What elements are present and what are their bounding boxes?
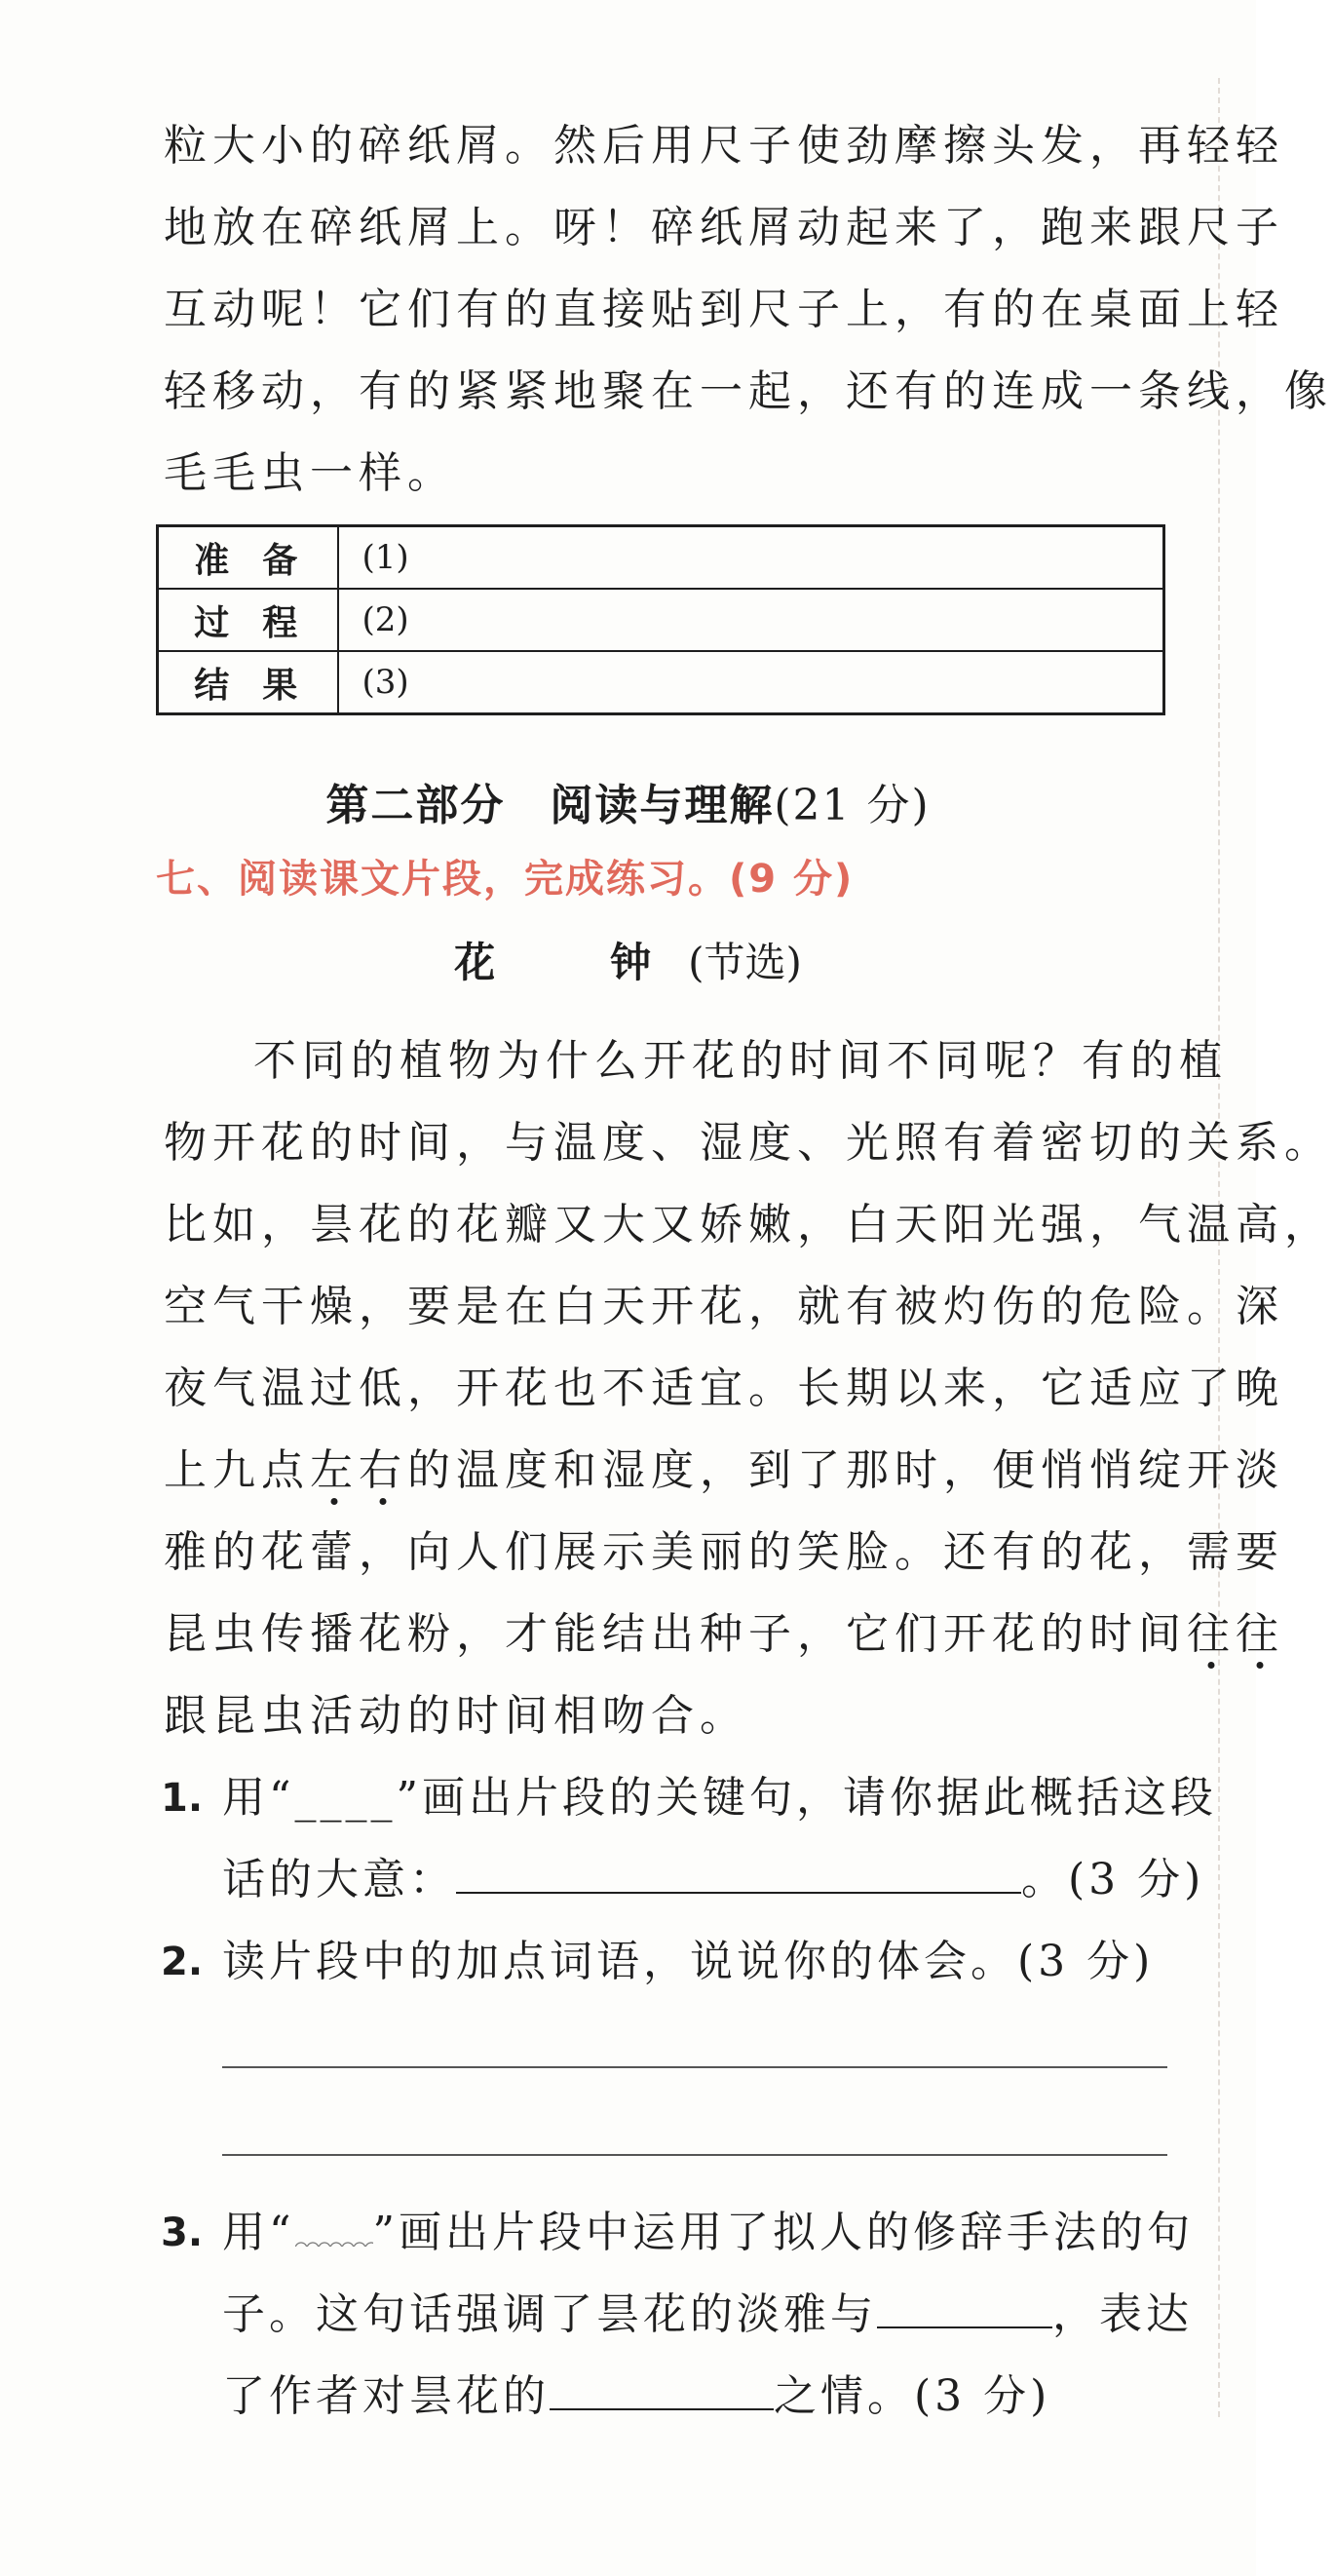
passage-body (164, 1020, 1333, 1757)
question-number: 3. (161, 2211, 204, 2255)
question-number: 1. (161, 1776, 204, 1821)
passage-title (0, 931, 1256, 989)
question-1-suffix: 。(3 分) (1021, 1855, 1205, 1904)
passage-line: 比如，昙花的花瓣又大又娇嫩，白天阳光强，气温高， (164, 1200, 1333, 1250)
passage-line: 雅的花蕾，向人们展示美丽的笑脸。还有的花，需要 (164, 1527, 1284, 1577)
question-3-line2-prefix: 子。这句话强调了昙花的淡雅与 (222, 2289, 877, 2339)
table-row (158, 526, 1164, 590)
intro-line: 毛毛虫一样。 (164, 448, 456, 498)
row-answer-cell[interactable]: (3) (338, 651, 1164, 714)
question-seven-heading: 七、阅读课文片段，完成练习。(9 分) (156, 857, 855, 902)
question-3-line3 (222, 2356, 1050, 2438)
answer-line[interactable] (222, 2154, 1167, 2156)
passage-line: 空气干燥，要是在白天开花，就有被灼伤的危险。深 (164, 1282, 1284, 1331)
dotted-character: 往 (1236, 1609, 1284, 1659)
dotted-character: 往 (1187, 1609, 1236, 1659)
answer-blank[interactable] (550, 2371, 774, 2410)
table-row (158, 651, 1164, 714)
intro-paragraph (164, 105, 1333, 515)
section-title (0, 770, 1256, 832)
dotted-character: 左 (310, 1445, 359, 1495)
question-3-line3-prefix: 了作者对昙花的 (222, 2371, 550, 2421)
passage-line: 跟昆虫活动的时间相吻合。 (164, 1691, 748, 1741)
intro-line: 地放在碎纸屑上。呀！碎纸屑动起来了，跑来跟尺子 (164, 203, 1284, 252)
question-3-line1 (222, 2192, 1194, 2274)
wavy-underline-mark (295, 2208, 373, 2247)
question-1-prefix: 话的大意： (222, 1855, 456, 1904)
experiment-table (156, 524, 1165, 715)
intro-line: 互动呢！它们有的直接贴到尺子上，有的在桌面上轻 (164, 285, 1284, 334)
question-1-line1: 用“____”画出片段的关键句，请你据此概括这段 (222, 1773, 1217, 1823)
row-answer-cell[interactable]: (2) (338, 589, 1164, 651)
passage-line: 夜气温过低，开花也不适宜。长期以来，它适应了晚 (164, 1364, 1284, 1413)
intro-line: 轻移动，有的紧紧地聚在一起，还有的连成一条线，像 (164, 366, 1333, 416)
passage-line-with-dotted-word: 上九点左右的温度和湿度，到了那时，便悄悄绽开淡 (164, 1445, 1284, 1495)
question-2-text: 读片段中的加点词语，说说你的体会。(3 分) (222, 1937, 1155, 1986)
answer-blank[interactable] (877, 2289, 1052, 2328)
question-3-suffix: ”画出片段中运用了拟人的修辞手法的句 (372, 2208, 1194, 2257)
section-score: (21 分) (774, 781, 931, 830)
row-label: 过程 (158, 589, 338, 651)
question-3-line2 (222, 2274, 1193, 2356)
row-label: 结果 (158, 651, 338, 714)
question-3-prefix: 用“ (222, 2208, 295, 2257)
dotted-character: 右 (359, 1445, 407, 1495)
passage-subtitle: (节选) (688, 939, 802, 986)
row-answer-cell[interactable]: (1) (338, 526, 1164, 590)
row-label: 准备 (158, 526, 338, 590)
passage-title-text: 花 钟 (454, 939, 689, 986)
intro-line: 粒大小的碎纸屑。然后用尺子使劲摩擦头发，再轻轻 (164, 121, 1284, 171)
question-3-line3-suffix: 之情。(3 分) (774, 2371, 1051, 2421)
passage-line-with-dotted-word: 昆虫传播花粉，才能结出种子，它们开花的时间往往 (164, 1609, 1284, 1659)
section-title-text: 第二部分 阅读与理解 (325, 781, 775, 830)
question-3-line2-suffix: ，表达 (1052, 2289, 1193, 2339)
table-row (158, 589, 1164, 651)
passage-line: 物开花的时间，与温度、湿度、光照有着密切的关系。 (164, 1118, 1333, 1168)
answer-line[interactable] (222, 2066, 1167, 2068)
answer-blank[interactable] (456, 1855, 1021, 1894)
question-1-line2 (222, 1839, 1204, 1921)
passage-line: 不同的植物为什么开花的时间不同呢？有的植 (253, 1036, 1228, 1086)
question-number: 2. (161, 1940, 204, 1984)
